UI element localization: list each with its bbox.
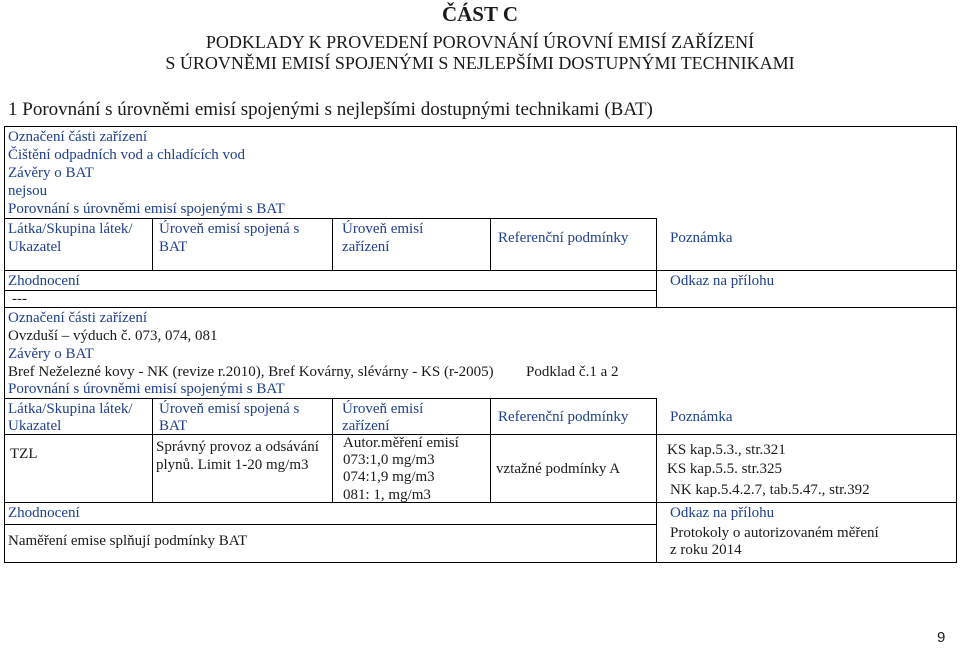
b2-evaluation-value: Naměření emise splňují podmínky BAT bbox=[8, 533, 248, 549]
rule-b2-row-bottom bbox=[4, 502, 957, 503]
title-line-2: S ÚROVNĚMI EMISÍ SPOJENÝMI S NEJLEPŠÍMI DOSTUPNÝMI TECHNIKAMI bbox=[165, 53, 795, 73]
b1-part-value: Čištění odpadních vod a chladících vod bbox=[8, 147, 246, 163]
b1-label-attachment: Odkaz na přílohu bbox=[670, 273, 775, 289]
b2-label-bat: Závěry o BAT bbox=[8, 346, 94, 362]
b2-bat-source: Podklad č.1 a 2 bbox=[526, 364, 619, 380]
b1-col-device-1: Úroveň emisí bbox=[342, 221, 424, 237]
rule-b2-header-top bbox=[4, 398, 656, 399]
b2-row-device-3: 074:1,9 mg/m3 bbox=[343, 469, 435, 485]
b1-col-bat-2: BAT bbox=[159, 239, 188, 255]
b1-label-part: Označení části zařízení bbox=[8, 129, 148, 145]
rule-b2-evaluation bbox=[4, 524, 656, 525]
b2-row-substance: TZL bbox=[10, 446, 38, 462]
b2-row-note-2: KS kap.5.5. str.325 bbox=[667, 461, 783, 477]
col-b1-1 bbox=[152, 218, 153, 270]
b1-label-bat: Závěry o BAT bbox=[8, 165, 94, 181]
b2-label-comparison: Porovnání s úrovněmi emisí spojenými s BAT bbox=[8, 381, 285, 397]
b1-col-bat-1: Úroveň emisí spojená s bbox=[159, 221, 300, 237]
b2-attachment-1: Protokoly o autorizovaném měření bbox=[670, 525, 879, 541]
b2-col-device-1: Úroveň emisí bbox=[342, 401, 424, 417]
b2-row-note-3: NK kap.5.4.2.7, tab.5.47., str.392 bbox=[670, 482, 870, 498]
b2-col-reference: Referenční podmínky bbox=[498, 409, 629, 425]
b1-col-substance-2: Ukazatel bbox=[8, 239, 62, 255]
b1-col-substance-1: Látka/Skupina látek/ bbox=[8, 221, 133, 237]
b2-row-bat-1: Správný provoz a odsávání bbox=[156, 439, 319, 455]
rule-b1-header-top bbox=[4, 218, 656, 219]
b1-bat-value: nejsou bbox=[8, 183, 48, 199]
b1-col-device-2: zařízení bbox=[342, 239, 390, 255]
b2-col-bat-2: BAT bbox=[159, 418, 188, 434]
b2-attachment-2: z roku 2014 bbox=[670, 542, 742, 558]
title-line-1: PODKLADY K PROVEDENÍ POROVNÁNÍ ÚROVNÍ EMISÍ ZAŘÍZENÍ bbox=[205, 32, 755, 52]
col-b2-4 bbox=[656, 398, 657, 563]
section-title: 1 Porovnání s úrovněmi emisí spojenými s nejlepšími dostupnými technikami (BAT) bbox=[8, 99, 653, 120]
b2-label-evaluation: Zhodnocení bbox=[8, 505, 80, 521]
b1-col-reference: Referenční podmínky bbox=[498, 230, 629, 246]
b2-row-bat-2: plynů. Limit 1-20 mg/m3 bbox=[156, 457, 309, 473]
b1-label-evaluation: Zhodnocení bbox=[8, 273, 80, 289]
b2-row-device-1: Autor.měření emisí bbox=[343, 435, 459, 451]
part-heading: ČÁST C bbox=[441, 2, 519, 26]
b2-col-device-2: zařízení bbox=[342, 418, 390, 434]
col-b1-2 bbox=[332, 218, 333, 270]
page-number: 9 bbox=[937, 629, 946, 646]
col-b1-4 bbox=[656, 218, 657, 307]
b2-row-device-2: 073:1,0 mg/m3 bbox=[343, 452, 435, 468]
b1-label-comparison: Porovnání s úrovněmi emisí spojenými s BAT bbox=[8, 201, 285, 217]
rule-block-separator bbox=[4, 307, 957, 308]
b2-label-part: Označení části zařízení bbox=[8, 310, 148, 326]
b2-row-device-4: 081: 1, mg/m3 bbox=[343, 487, 431, 503]
b1-col-note: Poznámka bbox=[670, 230, 733, 246]
col-b2-1 bbox=[152, 398, 153, 502]
col-b1-3 bbox=[490, 218, 491, 270]
b2-part-value: Ovzduší – výduch č. 073, 074, 081 bbox=[8, 328, 218, 344]
b2-col-note: Poznámka bbox=[670, 409, 733, 425]
col-b2-3 bbox=[490, 398, 491, 502]
b2-col-bat-1: Úroveň emisí spojená s bbox=[159, 401, 300, 417]
b1-evaluation-value: --- bbox=[12, 291, 27, 307]
b2-row-reference: vztažné podmínky A bbox=[496, 461, 621, 477]
b2-row-note-1: KS kap.5.3., str.321 bbox=[667, 442, 786, 458]
b2-label-attachment: Odkaz na přílohu bbox=[670, 505, 775, 521]
b2-col-substance-2: Ukazatel bbox=[8, 418, 62, 434]
b2-col-substance-1: Látka/Skupina látek/ bbox=[8, 401, 133, 417]
rule-b1-evaluation bbox=[4, 290, 656, 291]
rule-b1-header-bottom bbox=[4, 270, 957, 271]
b2-bat-value: Bref Neželezné kovy - NK (revize r.2010), Bref Kovárny, slévárny - KS (r-2005) bbox=[8, 364, 494, 380]
rule-b2-header-bottom bbox=[4, 434, 957, 435]
col-b2-2 bbox=[332, 398, 333, 502]
